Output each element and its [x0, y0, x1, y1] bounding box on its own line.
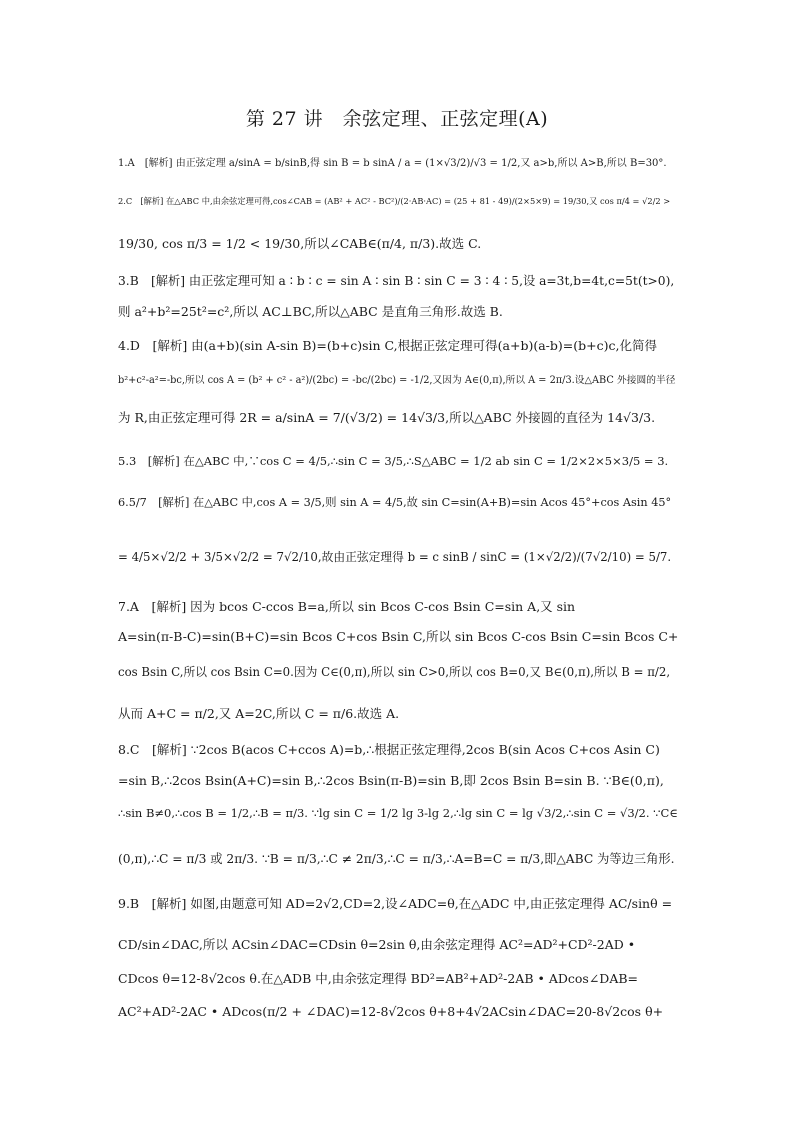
- answer-9-line-4: AC²+AD²-2AC • ADcos(π/2 + ∠DAC)=12-8√2cos θ+8+4√2ACsin∠DAC=20-8√2cos θ+: [118, 1004, 664, 1019]
- answer-9-line-1: 9.B [解析] 如图,由题意可知 AD=2√2,CD=2,设∠ADC=θ,在△ADC 中,由正弦定理得 AC/sinθ =: [118, 896, 673, 911]
- answer-7-line-4: 从而 A+C = π/2,又 A=2C,所以 C = π/6.故选 A.: [118, 706, 400, 721]
- answer-8-line-4: (0,π),∴C = π/3 或 2π/3. ∵B = π/3,∴C ≠ 2π/3,∴C = π/3,∴A=B=C = π/3,即△ABC 为等边三角形.: [118, 852, 675, 866]
- answer-7-line-3: cos Bsin C,所以 cos Bsin C=0.因为 C∈(0,π),所以 sin C>0,所以 cos B=0,又 B∈(0,π),所以 B = π/2,: [118, 665, 671, 679]
- answer-2-line-2: 19/30, cos π/3 = 1/2 < 19/30,所以∠CAB∈(π/4, π/3).故选 C.: [118, 236, 482, 251]
- answer-4-line-1: 4.D [解析] 由(a+b)(sin A-sin B)=(b+c)sin C,根据正弦定理可得(a+b)(a-b)=(b+c)c,化简得: [118, 338, 657, 353]
- answer-6-line-2: = 4/5×√2/2 + 3/5×√2/2 = 7√2/10,故由正弦定理得 b = c sinB / sinC = (1×√2/2)/(7√2/10) = 5/7.: [118, 550, 672, 564]
- answer-3-line-2: 则 a²+b²=25t²=c²,所以 AC⊥BC,所以△ABC 是直角三角形.故选 B.: [118, 304, 503, 319]
- answer-4-line-2: b²+c²-a²=-bc,所以 cos A = (b² + c² - a²)/(2bc) = -bc/(2bc) = -1/2,又因为 A∈(0,π),所以 A = 2π/3.设△ABC 外接圆的半径: [118, 375, 676, 386]
- answer-8-line-1: 8.C [解析] ∵2cos B(acos C+ccos A)=b,∴根据正弦定理得,2cos B(sin Acos C+cos Asin C): [118, 742, 660, 757]
- answer-7-line-1: 7.A [解析] 因为 bcos C-ccos B=a,所以 sin Bcos C-cos Bsin C=sin A,又 sin: [118, 599, 576, 614]
- answer-7-line-2: A=sin(π-B-C)=sin(B+C)=sin Bcos C+cos Bsin C,所以 sin Bcos C-cos Bsin C=sin Bcos C+: [118, 629, 679, 644]
- answer-5-line-1: 5.3 [解析] 在△ABC 中,∵cos C = 4/5,∴sin C = 3/5,∴S△ABC = 1/2 ab sin C = 1/2×2×5×3/5 = 3.: [118, 454, 669, 468]
- answer-4-line-3: 为 R,由正弦定理可得 2R = a/sinA = 7/(√3/2) = 14√3/3,所以△ABC 外接圆的直径为 14√3/3.: [118, 410, 656, 425]
- answer-2-line-1: 2.C [解析] 在△ABC 中,由余弦定理可得,cos∠CAB = (AB² + AC² - BC²)/(2·AB·AC) = (25 + 81 - 49)/(2×5×9) = 19/30,又 cos π/4 = √2/2 >: [118, 196, 671, 206]
- answer-6-line-1: 6.5/7 [解析] 在△ABC 中,cos A = 3/5,则 sin A = 4/5,故 sin C=sin(A+B)=sin Acos 45°+cos Asin 45°: [118, 496, 672, 509]
- answer-9-line-2: CD/sin∠DAC,所以 ACsin∠DAC=CDsin θ=2sin θ,由余弦定理得 AC²=AD²+CD²-2AD •: [118, 937, 636, 952]
- answer-9-line-3: CDcos θ=12-8√2cos θ.在△ADB 中,由余弦定理得 BD²=AB²+AD²-2AB • ADcos∠DAB=: [118, 971, 639, 986]
- answer-1-line-1: 1.A [解析] 由正弦定理 a/sinA = b/sinB,得 sin B = b sinA / a = (1×√3/2)/√3 = 1/2,又 a>b,所以 A>B,所以 B=30°.: [118, 158, 667, 169]
- page-title: 第 27 讲 余弦定理、正弦定理(A): [245, 108, 549, 130]
- answer-8-line-2: =sin B,∴2cos Bsin(A+C)=sin B,∴2cos Bsin(π-B)=sin B,即 2cos Bsin B=sin B. ∵B∈(0,π),: [118, 773, 664, 788]
- answer-3-line-1: 3.B [解析] 由正弦定理可知 a ∶ b ∶ c = sin A ∶ sin B ∶ sin C = 3 ∶ 4 ∶ 5,设 a=3t,b=4t,c=5t(t>0),: [118, 274, 675, 288]
- answer-8-line-3: ∴sin B≠0,∴cos B = 1/2,∴B = π/3. ∵lg sin C = 1/2 lg 3-lg 2,∴lg sin C = lg √3/2,∴sin C = √3/2. ∵C∈: [118, 806, 678, 820]
